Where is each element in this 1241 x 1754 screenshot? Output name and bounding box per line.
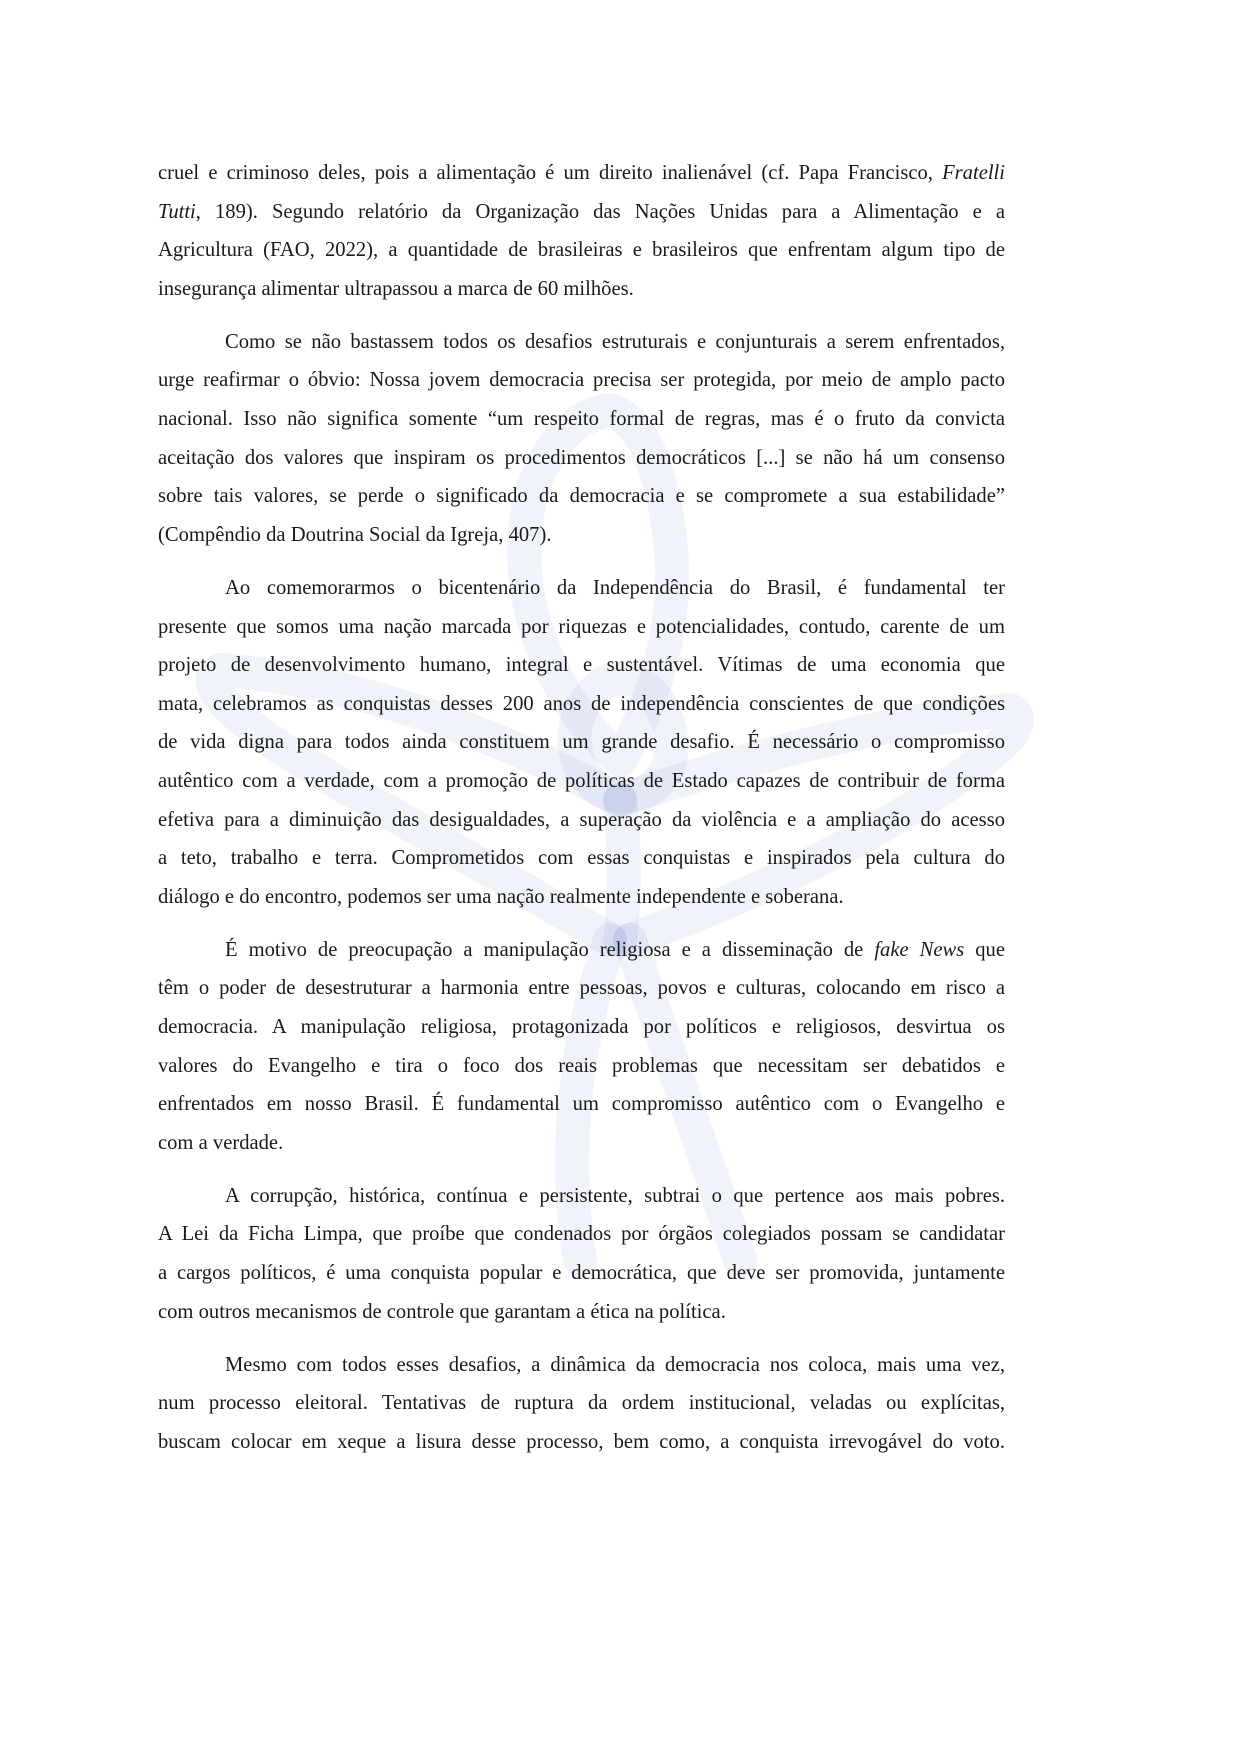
paragraph-p5	[158, 1177, 1005, 1331]
text-segment: É motivo de preocupação a manipulação religiosa e a disseminação de	[225, 938, 875, 961]
text-segment: cruel e criminoso deles, pois a alimentação é um direito inalienável (cf. Papa Francisco,	[158, 162, 943, 184]
text-segment: autêntico com a verdade, com a promoção de políticas de Estado capazes de contribuir de forma	[158, 769, 1005, 792]
text-line	[158, 400, 1005, 439]
text-line	[158, 193, 1005, 232]
paragraph-p4	[158, 931, 1005, 1163]
text-line	[158, 361, 1005, 400]
text-segment: urge reafirmar o óbvio: Nossa jovem democracia precisa ser protegida, por meio de amplo pacto	[158, 369, 1005, 392]
text-line	[158, 685, 1005, 724]
text-line	[158, 477, 1005, 516]
text-line	[158, 270, 1005, 309]
text-segment: efetiva para a diminuição das desigualdades, a superação da violência e a ampliação do acesso	[158, 808, 1005, 831]
italic-text: Tutti	[158, 200, 196, 223]
text-segment: mata, celebramos as conquistas desses 200 anos de independência conscientes de que condições	[158, 692, 1005, 715]
text-line	[158, 1293, 1005, 1332]
italic-text: fake News	[874, 938, 965, 961]
text-segment: de vida digna para todos ainda constituem um grande desafio. É necessário o compromisso	[158, 731, 1005, 754]
text-line	[158, 969, 1005, 1008]
text-segment: A corrupção, histórica, contínua e persistente, subtrai o que pertence aos mais pobres.	[225, 1184, 1005, 1207]
text-segment: a cargos políticos, é uma conquista popular e democrática, que deve ser promovida, juntamente	[158, 1262, 1005, 1285]
text-line	[158, 878, 1005, 917]
text-line	[158, 723, 1005, 762]
text-line	[158, 1423, 1005, 1462]
text-line	[158, 1124, 1005, 1163]
text-line	[158, 1008, 1005, 1047]
text-line	[158, 608, 1005, 647]
text-line	[158, 762, 1005, 801]
text-segment: aceitação dos valores que inspiram os procedimentos democráticos [...] se não há um consenso	[158, 446, 1005, 469]
text-line	[158, 231, 1005, 270]
text-segment: projeto de desenvolvimento humano, integral e sustentável. Vítimas de uma economia que	[158, 654, 1005, 677]
text-segment: Ao comemorarmos o bicentenário da Independência do Brasil, é fundamental ter	[225, 576, 1005, 599]
text-line	[158, 1346, 1005, 1385]
text-segment: presente que somos uma nação marcada por riquezas e potencialidades, contudo, carente de um	[158, 615, 1005, 638]
text-line	[158, 323, 1005, 362]
text-line	[158, 569, 1005, 608]
text-segment: , 189). Segundo relatório da Organização das Nações Unidas para a Alimentação e a	[195, 200, 1005, 223]
text-line	[158, 439, 1005, 478]
text-line	[158, 801, 1005, 840]
text-line	[158, 1254, 1005, 1293]
text-segment: Agricultura (FAO, 2022), a quantidade de brasileiras e brasileiros que enfrentam algum tipo de	[158, 239, 1005, 262]
text-segment: Como se não bastassem todos os desafios estruturais e conjunturais a serem enfrentados,	[225, 330, 1005, 353]
text-segment: têm o poder de desestruturar a harmonia entre pessoas, povos e culturas, colocando em risco a	[158, 977, 1005, 1000]
text-segment: insegurança alimentar ultrapassou a marca de 60 milhões.	[158, 277, 634, 300]
paragraph-p2	[158, 323, 1005, 555]
text-segment: nacional. Isso não significa somente “um respeito formal de regras, mas é o fruto da convicta	[158, 408, 1005, 431]
paragraph-p6	[158, 1346, 1005, 1462]
text-segment: com outros mecanismos de controle que garantam a ética na política.	[158, 1300, 726, 1323]
text-segment: democracia. A manipulação religiosa, protagonizada por políticos e religiosos, desvirtua os	[158, 1015, 1005, 1038]
text-segment: buscam colocar em xeque a lisura desse processo, bem como, a conquista irrevogável do voto.	[158, 1430, 1005, 1453]
document-body	[158, 154, 1005, 1476]
text-segment: (Compêndio da Doutrina Social da Igreja, 407).	[158, 523, 552, 546]
text-line	[158, 1085, 1005, 1124]
text-segment: com a verdade.	[158, 1131, 284, 1154]
text-line	[158, 1384, 1005, 1423]
text-segment: enfrentados em nosso Brasil. É fundamental um compromisso autêntico com o Evangelho e	[158, 1093, 1005, 1116]
paragraph-p3	[158, 569, 1005, 916]
text-line	[158, 839, 1005, 878]
text-segment: diálogo e do encontro, podemos ser uma nação realmente independente e soberana.	[158, 885, 844, 908]
text-segment: num processo eleitoral. Tentativas de ruptura da ordem institucional, veladas ou explícitas,	[158, 1392, 1005, 1415]
italic-text: Fratelli	[942, 162, 1005, 184]
text-line	[158, 1177, 1005, 1216]
text-segment: a teto, trabalho e terra. Comprometidos com essas conquistas e inspirados pela cultura do	[158, 847, 1005, 870]
text-line	[158, 1215, 1005, 1254]
text-segment: A Lei da Ficha Limpa, que proíbe que condenados por órgãos colegiados possam se candidatar	[158, 1223, 1005, 1246]
text-line	[158, 516, 1005, 555]
text-line	[158, 646, 1005, 685]
text-segment: sobre tais valores, se perde o significado da democracia e se compromete a sua estabilidade”	[158, 485, 1005, 508]
text-segment: que	[964, 938, 1005, 961]
text-line	[158, 1047, 1005, 1086]
text-segment: valores do Evangelho e tira o foco dos reais problemas que necessitam ser debatidos e	[158, 1054, 1005, 1077]
text-line	[158, 931, 1005, 970]
paragraph-p1	[158, 154, 1005, 308]
text-line	[158, 154, 1005, 193]
text-segment: Mesmo com todos esses desafios, a dinâmica da democracia nos coloca, mais uma vez,	[225, 1353, 1005, 1376]
